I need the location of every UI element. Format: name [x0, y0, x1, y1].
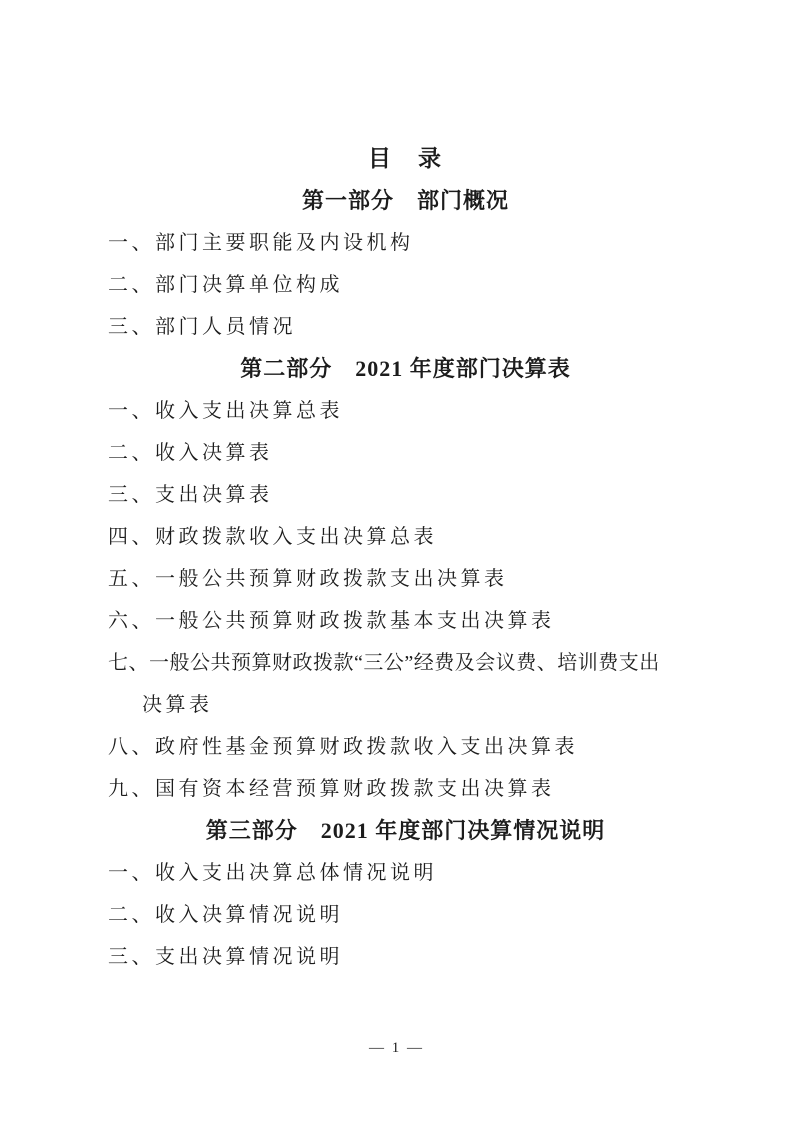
- toc-item: 三、支出决算情况说明: [108, 946, 343, 968]
- toc-item: 八、政府性基金预算财政拨款收入支出决算表: [108, 736, 578, 758]
- toc-item: 二、部门决算单位构成: [108, 274, 343, 296]
- page-number: — 1 —: [369, 1040, 424, 1056]
- toc-item: 五、一般公共预算财政拨款支出决算表: [108, 568, 508, 590]
- section-heading-part2: 第二部分 2021 年度部门决算表: [240, 356, 571, 381]
- toc-item: 三、部门人员情况: [108, 316, 296, 338]
- toc-item: 三、支出决算表: [108, 484, 273, 506]
- toc-item: 二、收入决算表: [108, 442, 273, 464]
- toc-item: 一、部门主要职能及内设机构: [108, 232, 414, 254]
- page-title: 目 录: [368, 146, 443, 171]
- toc-item: 二、收入决算情况说明: [108, 904, 343, 926]
- toc-item: 六、一般公共预算财政拨款基本支出决算表: [108, 610, 555, 632]
- toc-item: 一、收入支出决算总表: [108, 400, 343, 422]
- section-heading-part1: 第一部分 部门概况: [301, 188, 509, 213]
- toc-item: 一、收入支出决算总体情况说明: [108, 862, 437, 884]
- toc-item: 九、国有资本经营预算财政拨款支出决算表: [108, 778, 555, 800]
- toc-item-continuation: 决算表: [142, 694, 213, 716]
- toc-item: 七、一般公共预算财政拨款“三公”经费及会议费、培训费支出: [108, 652, 660, 674]
- section-heading-part3: 第三部分 2021 年度部门决算情况说明: [205, 818, 606, 843]
- toc-item: 四、财政拨款收入支出决算总表: [108, 526, 437, 548]
